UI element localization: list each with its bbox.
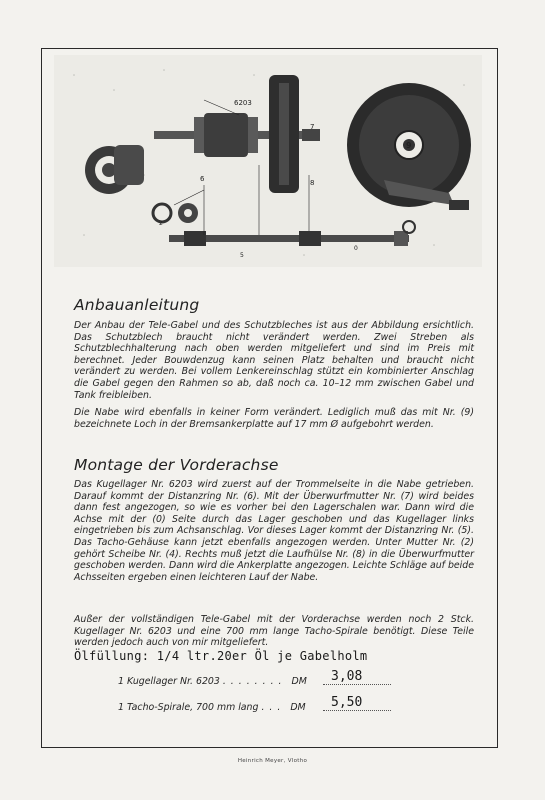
paragraph-montage-2: Außer der vollständigen Tele-Gabel mit der Vorderachse werden noch 2 Stck. Kugellager Nr. 6203 und eine 700 mm lange Tacho-Spirale benötigt. Diese Teile werden jedoch auch von mir mitgeliefert.	[74, 614, 474, 649]
price-amount: 5,50	[323, 695, 391, 711]
hub-drawing	[54, 55, 482, 267]
label-9: 9	[406, 141, 412, 150]
oil-fill-note: Ölfüllung: 1/4 ltr.20er Öl je Gabelholm	[74, 649, 368, 663]
label-0: 0	[354, 245, 358, 252]
label-4: 4	[185, 210, 190, 218]
label-6203: 6203	[234, 99, 252, 107]
label-8: 8	[310, 179, 315, 187]
section-title-anbauanleitung: Anbauanleitung	[74, 296, 200, 314]
price-currency: DM	[291, 676, 307, 687]
paragraph-montage-1: Das Kugellager Nr. 6203 wird zuerst auf der Trommelseite in die Nabe getrieben. Darauf kommt der Distanzring Nr. (6). Mit der Überwurfmutter Nr. (7) wird beides dann fest angezogen, so wie es vorher bei den Lagerschalen war. Dann wird die Achse mit der (0) Seite durch das Lager geschoben und das Kugellager links eingetrieben bis zum Achsanschlag. Vor dieses Lager kommt der Distanzring Nr. (5). Das Tacho-Gehäuse kann jetzt ebenfalls angezogen werden. Unter Mutter Nr. (2) gehört Scheibe Nr. (4). Rechts muß jetzt die Laufhülse Nr. (8) in die Überwurfmutter geschoben werden. Dann wird die Ankerplatte angezogen. Leichte Schläge auf beide Achsseiten ergeben einen leichteren Lauf der Nabe.	[74, 479, 474, 583]
price-item-label: 1 Kugellager Nr. 6203	[118, 676, 220, 687]
price-line-tacho-spirale	[118, 695, 448, 716]
price-amount: 3,08	[323, 669, 391, 685]
label-2: 2	[159, 220, 163, 227]
exploded-hub-illustration	[54, 55, 482, 267]
paragraph-anbau-1: Der Anbau der Tele-Gabel und des Schutzbleches ist aus der Abbildung ersichtlich. Das Schutzblech braucht nicht verändert werden. Zwei Streben als Schutzblechhalterung nach oben werden mitgeliefert und sind im Preis mit berechnet. Jeder Bouwdenzug kann seinen Platz behalten und braucht nicht verändert zu werden. Bei vollem Lenkereinschlag stützt ein kombinierter Anschlag die Gabel gegen den Rahmen so ab, daß noch ca. 10–12 mm zwischen Gabel und Tank freibleiben.	[74, 320, 474, 401]
price-item-label: 1 Tacho-Spirale, 700 mm lang	[118, 702, 259, 713]
price-dots: . . .	[261, 702, 282, 713]
section-title-montage: Montage der Vorderachse	[74, 456, 279, 474]
label-5: 5	[240, 252, 244, 259]
label-7: 7	[310, 123, 315, 131]
hub-body	[204, 113, 248, 157]
paragraph-anbau-2: Die Nabe wird ebenfalls in keiner Form verändert. Lediglich muß das mit Nr. (9) bezeichnete Loch in der Bremsankerplatte auf 17 mm Ø aufgebohrt werden.	[74, 407, 474, 430]
price-dots: . . . . . . . .	[222, 676, 283, 687]
price-currency: DM	[290, 702, 306, 713]
price-line-kugellager	[118, 669, 448, 690]
footer-imprint: Heinrich Meyer, Vlotho	[237, 758, 308, 764]
label-6: 6	[200, 175, 205, 183]
